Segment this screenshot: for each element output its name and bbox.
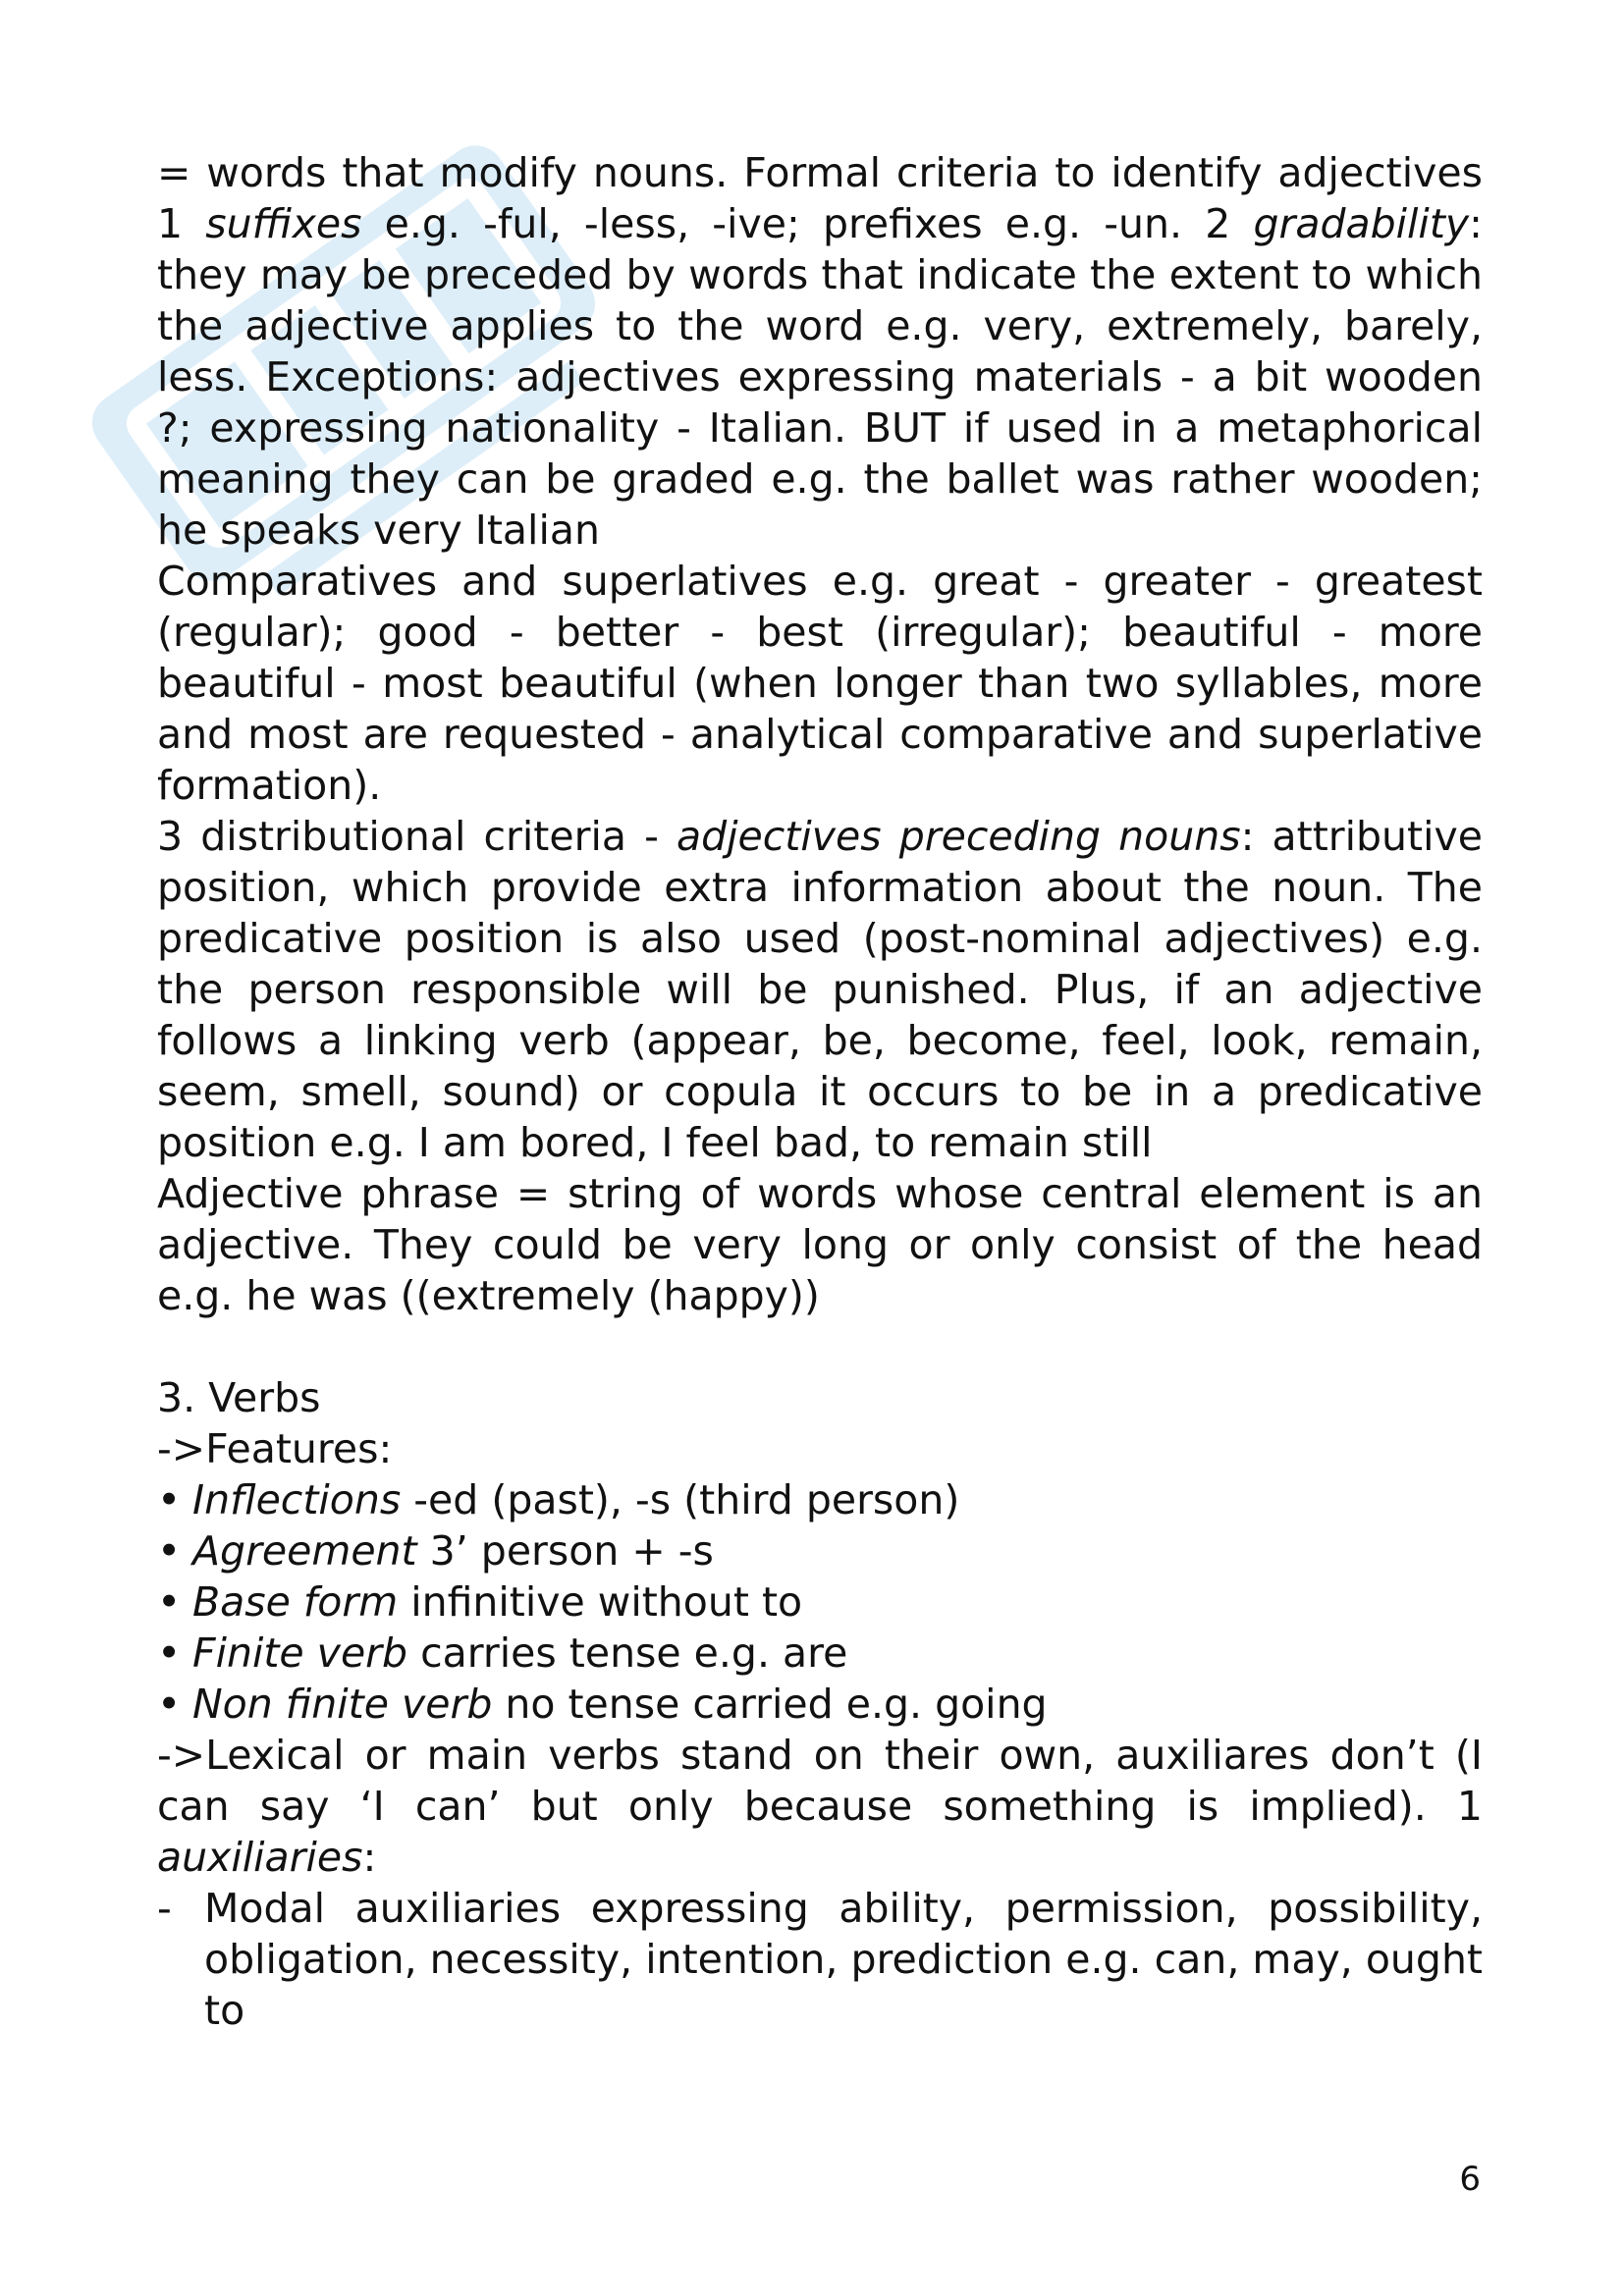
feature-term: Finite verb [192, 1629, 408, 1677]
adjectives-definition-paragraph [157, 147, 1483, 556]
bullet-icon: • [157, 1578, 182, 1626]
list-item [157, 1883, 1483, 2036]
italic-term: adjectives preceding nouns [677, 813, 1241, 860]
text-run: 3 distributional criteria - [157, 813, 677, 860]
text-run: e.g. -ful, -less, -ive; prefixes e.g. -un. 2 [361, 200, 1254, 247]
text-run: : attributive position, which provide extra information about the noun. The predicative position is also used (post-nominal adjectives) e.g. the person responsible will be punished. Plus, if an adjective follows a linking verb (appear, be, become, feel, look, remain, seem, smell, sound) or copula it occurs to be in a predicative position e.g. I am bored, I feel bad, to remain still [157, 813, 1484, 1166]
features-list [157, 1474, 1483, 1730]
bullet-icon: • [157, 1629, 182, 1677]
list-item [157, 1679, 1483, 1730]
blank-line [157, 1321, 1483, 1372]
feature-desc: -ed (past), -s (third person) [401, 1476, 960, 1523]
italic-term: gradability [1253, 200, 1470, 247]
feature-term: Agreement [192, 1527, 417, 1575]
list-item [157, 1474, 1483, 1525]
text-run: : [362, 1834, 377, 1881]
page-number: 6 [1459, 2160, 1481, 2199]
bullet-icon: • [157, 1681, 182, 1728]
bullet-icon: • [157, 1527, 182, 1575]
distributional-criteria-paragraph [157, 811, 1483, 1168]
document-body [157, 147, 1483, 2036]
list-item [157, 1628, 1483, 1679]
italic-term: auxiliaries [157, 1834, 363, 1881]
list-item [157, 1525, 1483, 1576]
bullet-icon: • [157, 1476, 182, 1523]
feature-desc: 3’ person + -s [416, 1527, 714, 1575]
adjective-phrase-paragraph: Adjective phrase = string of words whose central element is an adjective. They could be very long or only consist of the head e.g. he was ((extremely (happy)) [157, 1170, 1483, 1319]
section-heading-verbs: 3. Verbs [157, 1374, 321, 1421]
comparatives-paragraph: Comparatives and superlatives e.g. great - greater - greatest (regular); good - better - best (irregular); beautiful - more beautiful - most beautiful (when longer than two syllables, more and most are requested - analytical comparative and superlative formation). [157, 558, 1483, 809]
dash-bullet: - [157, 1885, 172, 1932]
features-label: ->Features: [157, 1425, 393, 1472]
feature-term: Base form [192, 1578, 399, 1626]
lexical-verbs-paragraph [157, 1730, 1483, 1883]
text-run: : they may be preceded by words that indicate the extent to which the adjective applies to the word e.g. very, extremely, barely, less. Exceptions: adjectives expressing materials - a bit wooden ?; expressing nationality - Italian. BUT if used in a metaphorical meaning they can be graded e.g. the ballet was rather wooden; he speaks very Italian [157, 200, 1483, 554]
feature-desc: infinitive without to [398, 1578, 803, 1626]
feature-term: Non finite verb [192, 1681, 493, 1728]
text-run: = words that modify nouns. Formal criteria to identify adjectives 1 [157, 149, 1483, 247]
list-item [157, 1576, 1483, 1628]
feature-desc: no tense carried e.g. going [492, 1681, 1048, 1728]
text-run: ->Lexical or main verbs stand on their own, auxiliares don’t (I can say ‘I can’ but only because something is implied). 1 [157, 1732, 1483, 1830]
feature-term: Inflections [192, 1476, 402, 1523]
modal-auxiliaries-text: Modal auxiliaries expressing ability, permission, possibility, obligation, necessity, intention, prediction e.g. can, may, ought to [204, 1885, 1483, 2034]
feature-desc: carries tense e.g. are [407, 1629, 848, 1677]
italic-term: suffixes [205, 200, 362, 247]
auxiliaries-list [157, 1883, 1483, 2036]
